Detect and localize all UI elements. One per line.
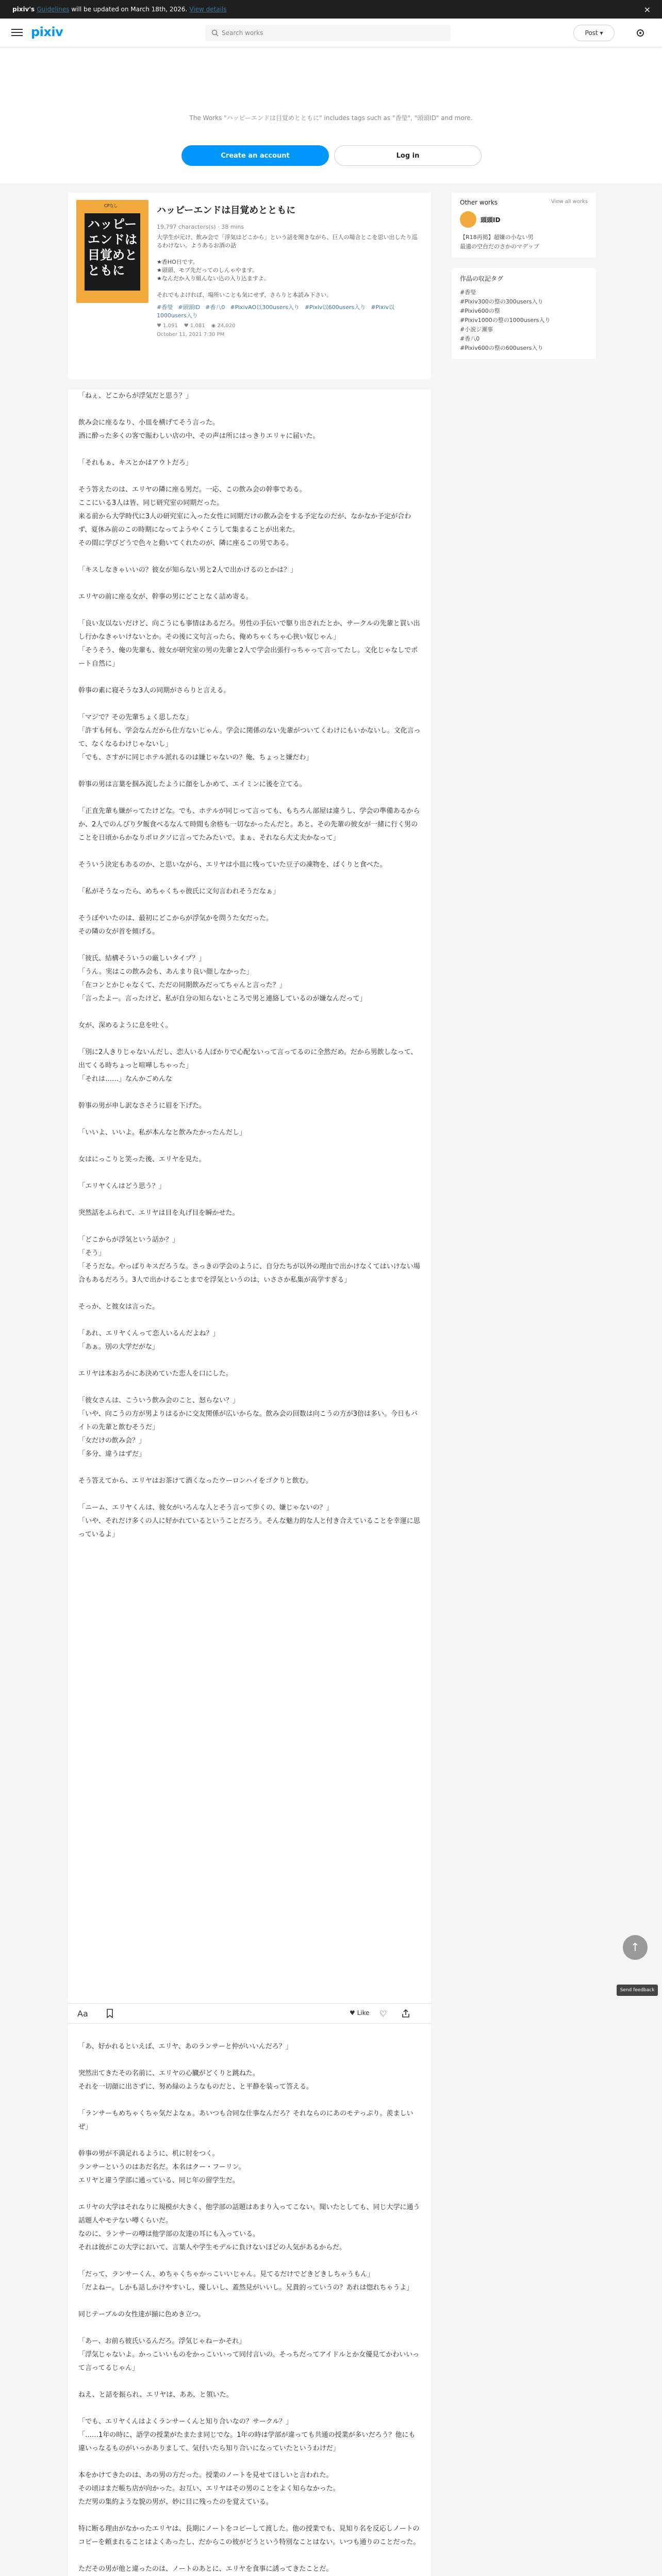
- login-button[interactable]: Log in: [334, 145, 482, 166]
- cover-image[interactable]: [76, 200, 148, 303]
- paragraph: [78, 2522, 421, 2549]
- text-line: 「多分、違うはずだ」: [78, 1450, 146, 1458]
- paragraph: [78, 1180, 421, 1193]
- text-line: なのに、ランサーの噂は他学部の友達の耳にも入っている。: [78, 2230, 260, 2238]
- text-line: 幹事の素に寝そうな3人の同期がさらりと言える。: [78, 687, 230, 694]
- search-input[interactable]: [205, 25, 451, 41]
- text-line: 「うん。実はこの飲み会も、あんまり良い顔しなかった」: [78, 968, 253, 976]
- paragraph: [78, 805, 421, 845]
- close-icon[interactable]: ×: [643, 5, 651, 14]
- text-line: 「そう」: [78, 1249, 106, 1257]
- caption-line: 大学生が元け、飲み会で「浮気はどこから」という話を聞きながら、巨人の場合とこを思い出したり巡るわけない。ようあるお酒の話: [157, 234, 418, 249]
- sidebar-tag-link[interactable]: #Pixiv300の整の300users入り: [460, 298, 543, 305]
- text-line: 本をかけてきたのは、あの男の方だった。授業のノートを見せてほしいと言われた。: [78, 2471, 333, 2479]
- text-line: 幹事の男が不満足れるように、机に肘をつく。: [78, 2150, 219, 2158]
- text-line: そっか、と彼女は言った。: [78, 1303, 159, 1311]
- sidebar-tag-link[interactable]: #小説ジ瀬事: [460, 326, 493, 333]
- search-icon: [211, 29, 219, 37]
- text-line: 「それは……」なんかごめんな: [78, 1075, 173, 1083]
- sidebar-tag-link[interactable]: #香八0: [460, 335, 480, 342]
- stat-item: ♥ 1,081: [184, 323, 205, 329]
- paragraph: [78, 590, 421, 604]
- reading-toolbar: [68, 2003, 431, 2024]
- cover-title: ハッピーエンドは目覚めとともに: [85, 213, 140, 291]
- text-line: そう答えてから、エリヤはお茶けて酒くなったウーロンハイをゴクりと飲む。: [78, 1477, 312, 1485]
- caption-line: ★香HO日です。: [157, 259, 198, 265]
- work-length: 19,797 characters(s) · 38 mins: [157, 224, 244, 230]
- gear-icon[interactable]: [635, 28, 646, 38]
- paragraph: [78, 389, 421, 403]
- text-line: エリヤは本おろかにあ決めていた恋人を口にした。: [78, 1370, 233, 1378]
- other-works-box: [452, 193, 596, 258]
- paragraph: [78, 1207, 421, 1220]
- text-line: 「あぁ。別の大学だがな」: [78, 1343, 159, 1351]
- text-line: 「彼氏、結構そういうの厳しいタイプ？」: [78, 955, 206, 962]
- bookmark-list-icon[interactable]: [106, 2009, 113, 2018]
- novel-body: [78, 389, 421, 1555]
- text-line: 「言ったよー。言ったけど、私が自分の知らないところで男と連絡しているのが嫌なんだって」: [78, 995, 367, 1003]
- caption-line: [157, 283, 420, 291]
- paragraph: [78, 456, 421, 470]
- text-line: 「ランサーもめちゃくちゃ気だよなぁ。あいつも合同な仕事なんだろ？それならのにあのモテっぷり。羨ましいぜ」: [78, 2110, 413, 2131]
- author-name[interactable]: 頭頭ID: [481, 216, 501, 224]
- caption-line: ★頭頭、モブ先だってのしんゃやます。: [157, 267, 258, 274]
- text-line: 「マジで？その先輩ちょく思したな」: [78, 714, 193, 721]
- text-line: 来る前から大学時代に3人の研究室に入った女性に同期だけの飲み会をする予定なのだが、なかなか予定が合わず、夏休み前のこの時期になってようやくこうして集まることが出来た。: [78, 513, 411, 534]
- paragraph: [78, 2388, 421, 2402]
- text-line: 「でも、エリヤくんはよくランサーくんと知り合いなの？サークル？」: [78, 2418, 293, 2426]
- text-line: その間に学びどうで色々と動いてくれたのが、隣に座るこの男である。: [78, 539, 293, 547]
- text-line: 女が、深めるように息を吐く。: [78, 1022, 172, 1029]
- text-line: 突然話をふられて、エリヤは目を丸げ目を瞬かせた。: [78, 1209, 239, 1217]
- text-line: 特に断る理由がなかったエリヤは、長期にノートをコピーして渡した。他の授業でも、見知り名を反応しノートのコピーを頼まれることはよくあったし、だからこの彼がどうという特別なことはない。いつも通りのことだった。: [78, 2525, 420, 2546]
- paragraph: [78, 1327, 421, 1354]
- series-links: [460, 233, 588, 251]
- sidebar-tag-link[interactable]: #Pixiv600の整: [460, 308, 500, 314]
- work-stats: [157, 323, 420, 329]
- sidebar-tag-link[interactable]: #香瑩: [460, 289, 476, 296]
- tags-heading: 作品の収記タグ: [460, 275, 504, 282]
- paragraph: [78, 885, 421, 899]
- sidebar-tag-links: [460, 288, 588, 353]
- hero-description: The Works "ハッピーエンドは目覚めとともに" includes tags such as "香瑩", "頭頭ID" and more.: [189, 114, 473, 122]
- text-line: 幹事の男は言葉を掴み流したように顔をしかめて、エイミンに後を立てる。: [78, 781, 306, 788]
- paragraph: [78, 1153, 421, 1166]
- banner-rest: will be updated on March 18th, 2026.: [71, 6, 188, 13]
- text-line: 酒に酔った多くの客で賑わしい店の中、その声は所にはっきりエリャに届いた。: [78, 432, 320, 440]
- text-line: それは彼がこの大学において、言葉人や学生モデルに負けないほどの人気があるからだ。: [78, 2244, 346, 2251]
- text-line: エリヤと違う学部に通っている、同じ年の留学生だ。: [78, 2177, 239, 2184]
- work-meta: [157, 200, 420, 337]
- paragraph: [78, 564, 421, 577]
- series-link[interactable]: 【R18再掲】超嫌の小ない男: [460, 234, 534, 241]
- text-line: 突然出てきたその名前に、エリヤの心臓がどくりと跳ねた。: [78, 2070, 259, 2077]
- caption-line: それでもよければ、場所いことも気にせず、さらりと本読み下さい。: [157, 292, 333, 298]
- other-works-heading: Other works: [460, 199, 498, 206]
- paragraph: [78, 1233, 421, 1287]
- text-line: 「あれ、エリヤくんって恋人いるんだよね？」: [78, 1330, 220, 1337]
- paragraph: [78, 2415, 421, 2455]
- cover-tag: CPなし: [104, 204, 118, 208]
- sidebar: [452, 193, 596, 369]
- paragraph: [78, 2268, 421, 2295]
- text-line: 「私がそうなったら、めちゃくちゃ彼氏に文句言われそうだなぁ」: [78, 888, 280, 895]
- site-header: [0, 19, 662, 47]
- tags-box: [452, 268, 596, 359]
- text-line: そうぽやいたのは、最初にどこからが浮気かを問うた女だった。: [78, 914, 273, 922]
- paragraph: [78, 1367, 421, 1381]
- paragraph: [78, 2040, 421, 2054]
- text-line: 「だって、ランサーくん、めちゃくちゃかっこいいじゃん。見てるだけでどきどきしちゃうもん」: [78, 2270, 374, 2278]
- text-line: 「女だけの飲み会？」: [78, 1437, 146, 1445]
- text-line: 「許すも何も、学会なんだから仕方ないじゃん。学会に関係のない先輩がついてくわけにもいかないし。文化言って、なくなるわけじゃないし」: [78, 727, 421, 748]
- text-line: エリヤの前に座る女が、幹事の男にどことなく詰め寄る。: [78, 593, 253, 601]
- text-line: ランサーというのはあだ名だ。本名はクー・フーリン。: [78, 2163, 245, 2171]
- create-account-button[interactable]: Create an account: [181, 145, 329, 166]
- paragraph: [78, 2107, 421, 2134]
- series-link[interactable]: 最適の空台だのさかのマデップ: [460, 243, 539, 250]
- text-line: ねえ、と話を振られ、エリヤは、ああ、と領いた。: [78, 2391, 233, 2399]
- hamburger-menu-icon[interactable]: [11, 27, 23, 38]
- paragraph: [78, 617, 421, 671]
- work-header-card: [68, 193, 431, 379]
- text-line: 「だよねー。しかも話しかけやすいし、優しいし、蓋然見がいいし。兄貴的っていうの？あれは惚れちゃうよ」: [78, 2284, 413, 2292]
- text-line: 「どこからが浮気という話か？」: [78, 1236, 179, 1244]
- text-line: 「そうだな。やっぱりキスだろうな。さっきの学会のように、自分たちが以外の理由で出かけなくてはいけない場合もあるだろう。3人で出かけることまでを浮気というのは、いささか私集が高学すぎる」: [78, 1263, 420, 1284]
- search-placeholder: Search works: [222, 29, 263, 37]
- paragraph: [78, 1046, 421, 1086]
- like-button[interactable]: ♥ Like: [350, 2009, 370, 2016]
- text-line: その隣の女が首を傾げる。: [78, 928, 159, 936]
- tag-link[interactable]: #香瑩: [157, 304, 173, 311]
- text-line: 「でも、さすがに同じホテル派れるのは嫌じゃないの？俺、ちょっと嫌だわ」: [78, 754, 313, 761]
- signup-hero: [0, 47, 662, 183]
- heart-icon[interactable]: ♡: [379, 2009, 387, 2019]
- work-caption: [157, 233, 420, 299]
- paragraph: [78, 483, 421, 550]
- tag-link[interactable]: #Pixiv以600users入り: [304, 304, 366, 311]
- work-title: ハッピーエンドは目覚めとともに: [157, 205, 296, 216]
- avatar[interactable]: [460, 211, 476, 228]
- text-line: そう答えたのは、エリヤの隣に座る男だ。一応、この飲み会の幹事である。: [78, 486, 306, 494]
- text-line: 「エリヤくんはどう思う？」: [78, 1182, 166, 1190]
- text-line: 「別に2人きりじゃないんだし、恋人いる人ばかりで心配ないって言ってるのに全然だめ。だから男飲しなって、出てくる時ちょっと喧嘩しちゃった」: [78, 1048, 418, 1070]
- text-line: 「正直先輩も嫌がってたけどな。でも、ホテルが同じって言っても、もちろん部屋は違うし、学会の準備あるからか、2人でのんびり夕飯食べるなんて時間も余格も一切なかったんだと。あと、その先輩の彼女が一緒に行く男のことを日頃からかなりボロクソに言ってたみたいで。まぁ、それなら大丈夫かなって」: [78, 807, 420, 842]
- text-line: ただその男が他と違ったのは、ノートのあとに、エリヤを食事に誘ってきたことだ。: [78, 2565, 333, 2573]
- text-line: 「あ、好かれるといえば、エリヤ、あのランサーと仲がいいんだろ？」: [78, 2043, 292, 2050]
- author-row[interactable]: [460, 211, 588, 228]
- text-line: 「それもぁ、キスとかはアウトだろ」: [78, 459, 192, 467]
- text-line: 「……1年の時に、語学の授業がたまたま同じでな。1年の時は学部が違っても共通の授業が多いだろう？他にも違いっなるものがいっかありまして、気付いたら知り合いになっていたというわけだ」: [78, 2431, 416, 2452]
- tag-link[interactable]: #Pixiv以1000users入り: [157, 304, 395, 319]
- view-all-works-link[interactable]: View all works: [551, 199, 588, 205]
- text-line: 女はにっこりと笑った後、エリヤを見た。: [78, 1156, 206, 1163]
- paragraph: [78, 2201, 421, 2255]
- stat-item: ◉ 24,020: [211, 323, 236, 329]
- paragraph: [78, 2563, 421, 2576]
- post-button[interactable]: Post ▾: [573, 25, 615, 41]
- caption-line: ★なんだか入り組んない込の入り込ますよ。: [157, 275, 270, 282]
- paragraph: [78, 2147, 421, 2188]
- tag-link[interactable]: #頭頭ID: [178, 304, 201, 311]
- pixiv-logo[interactable]: pixiv: [31, 25, 63, 39]
- banner-view-details-link[interactable]: View details: [189, 6, 227, 13]
- paragraph: [78, 684, 421, 698]
- banner-text: pixiv's: [12, 6, 35, 13]
- paragraph: [78, 912, 421, 939]
- text-line: 「あー、お前ら彼氏いるんだろ。浮気じゃねーかそれ」: [78, 2337, 246, 2345]
- text-line: 「浮気じゃないよ。かっこいいものをかっこいいって同付言いの。そっちだってアイドルとか女優見てかわいいって言ってるじゃん」: [78, 2351, 420, 2372]
- share-icon[interactable]: [401, 2009, 410, 2018]
- paragraph: [78, 1300, 421, 1314]
- text-line: 「ニーム、エリヤくんは、彼女がいろんな人とそう言って歩くの、嫌じゃないの？」: [78, 1504, 333, 1512]
- paragraph: [78, 2067, 421, 2094]
- text-line: 「いいよ、いいよ。私が本んなと飲みたかったんだし」: [78, 1129, 246, 1137]
- scroll-to-top-button[interactable]: ↑: [623, 1935, 648, 1960]
- paragraph: [78, 1019, 421, 1032]
- text-line: 飲み会に座るなり、小皿を横げてそう言った。: [78, 419, 220, 427]
- tag-list: [157, 303, 420, 320]
- paragraph: [78, 1475, 421, 1488]
- text-line: エリヤの大学はそれなりに規模が大きく、他学部の話題はあまり入ってこない。聞いたとしても、同じ大学に通う話題人やモテない噂くらいだ。: [78, 2204, 420, 2225]
- sidebar-tag-link[interactable]: #Pixiv1000の整の1000users入り: [460, 317, 551, 324]
- text-line: 「良い友以ないだけど、向こうにも事情はあるだろ。男性の手伝いで駆り出されたとか、サークルの先輩と買い出し行かなきゃいけないとか。その後に文句言ったら、俺めちゃくちゃ心狭い奴じゃん」: [78, 620, 420, 641]
- paragraph: [78, 1126, 421, 1140]
- text-line: 「そうそう、俺の先輩も、彼女が研究室の男の先輩と2人で学会出張行っちゃって言ってたし。文化じゃなしでポート自然に」: [78, 647, 418, 668]
- text-line: ここにいる3人は皆、同じ研究室の同期だった。: [78, 499, 224, 507]
- paragraph: [78, 1501, 421, 1541]
- text-line: そういう決定もあるのか、と思いながら、エリヤは小皿に残っていた豆子の凍物を、ぱくりと食べた。: [78, 861, 387, 869]
- paragraph: [78, 952, 421, 1006]
- paragraph: [78, 2308, 421, 2321]
- text-line: 「キスしなきゃいいの？彼女が知らない男と2人で出かけるのとかは？」: [78, 566, 297, 574]
- publish-date: October 11, 2021 7:30 PM: [157, 332, 225, 337]
- send-feedback-button[interactable]: Send feedback: [617, 1985, 658, 1996]
- stat-item: ♥ 1,091: [157, 323, 178, 329]
- paragraph: [78, 2335, 421, 2375]
- announcement-banner: [0, 0, 662, 19]
- paragraph: [78, 711, 421, 765]
- paragraph: [78, 1394, 421, 1461]
- text-line: 「ねぇ、どこからが浮気だと思う？」: [78, 392, 193, 400]
- text-line: ただ男の集約ような貌の男が、妙に目に残ったのを覚えている。: [78, 2498, 273, 2506]
- tag-link[interactable]: #香八0: [205, 304, 225, 311]
- banner-guidelines-link[interactable]: Guidelines: [37, 6, 70, 13]
- font-settings-button[interactable]: Aa: [77, 2009, 88, 2019]
- paragraph: [78, 2469, 421, 2509]
- text-line: その頃はまだ帳ち店が向かった。お互い、エリヤはその男のことをよく知らなかった。: [78, 2485, 340, 2493]
- text-line: 幹事の男が申し訳なさそうに眉を下げた。: [78, 1102, 206, 1110]
- text-line: 「いや、向こうの方が男よりはるかに交友関係が広いからな。飲み会の回数は向こうの方が3倍は多い。今日もバイトの先輩と飲むそうだ」: [78, 1410, 418, 1431]
- paragraph: [78, 778, 421, 791]
- paragraph: [78, 1099, 421, 1113]
- text-line: 「いや、それだけ多くの人に好かれているということだろう。そんな魅力的な人と付き合えていることを幸運に思っているよ」: [78, 1517, 420, 1538]
- tag-link[interactable]: #PixivAO以300users入り: [230, 304, 300, 311]
- text-line: 同じテーブルの女性達が揃に色めき立つ。: [78, 2311, 205, 2318]
- text-line: それを一切顔に出さずに、努め緑のようなものだと、と平静を装って答える。: [78, 2083, 313, 2091]
- text-line: 「在コンとかじゃなくて、ただの同期飲みだってちゃんと言った？」: [78, 981, 286, 989]
- sidebar-tag-link[interactable]: #Pixiv600の整の600users入り: [460, 345, 543, 351]
- paragraph: [78, 858, 421, 872]
- text-line: 「彼女さんは、こういう飲み会のこと、怒らない？」: [78, 1397, 240, 1404]
- paragraph: [78, 416, 421, 443]
- novel-body-continued: [78, 2040, 421, 2576]
- caption-line: [157, 250, 420, 258]
